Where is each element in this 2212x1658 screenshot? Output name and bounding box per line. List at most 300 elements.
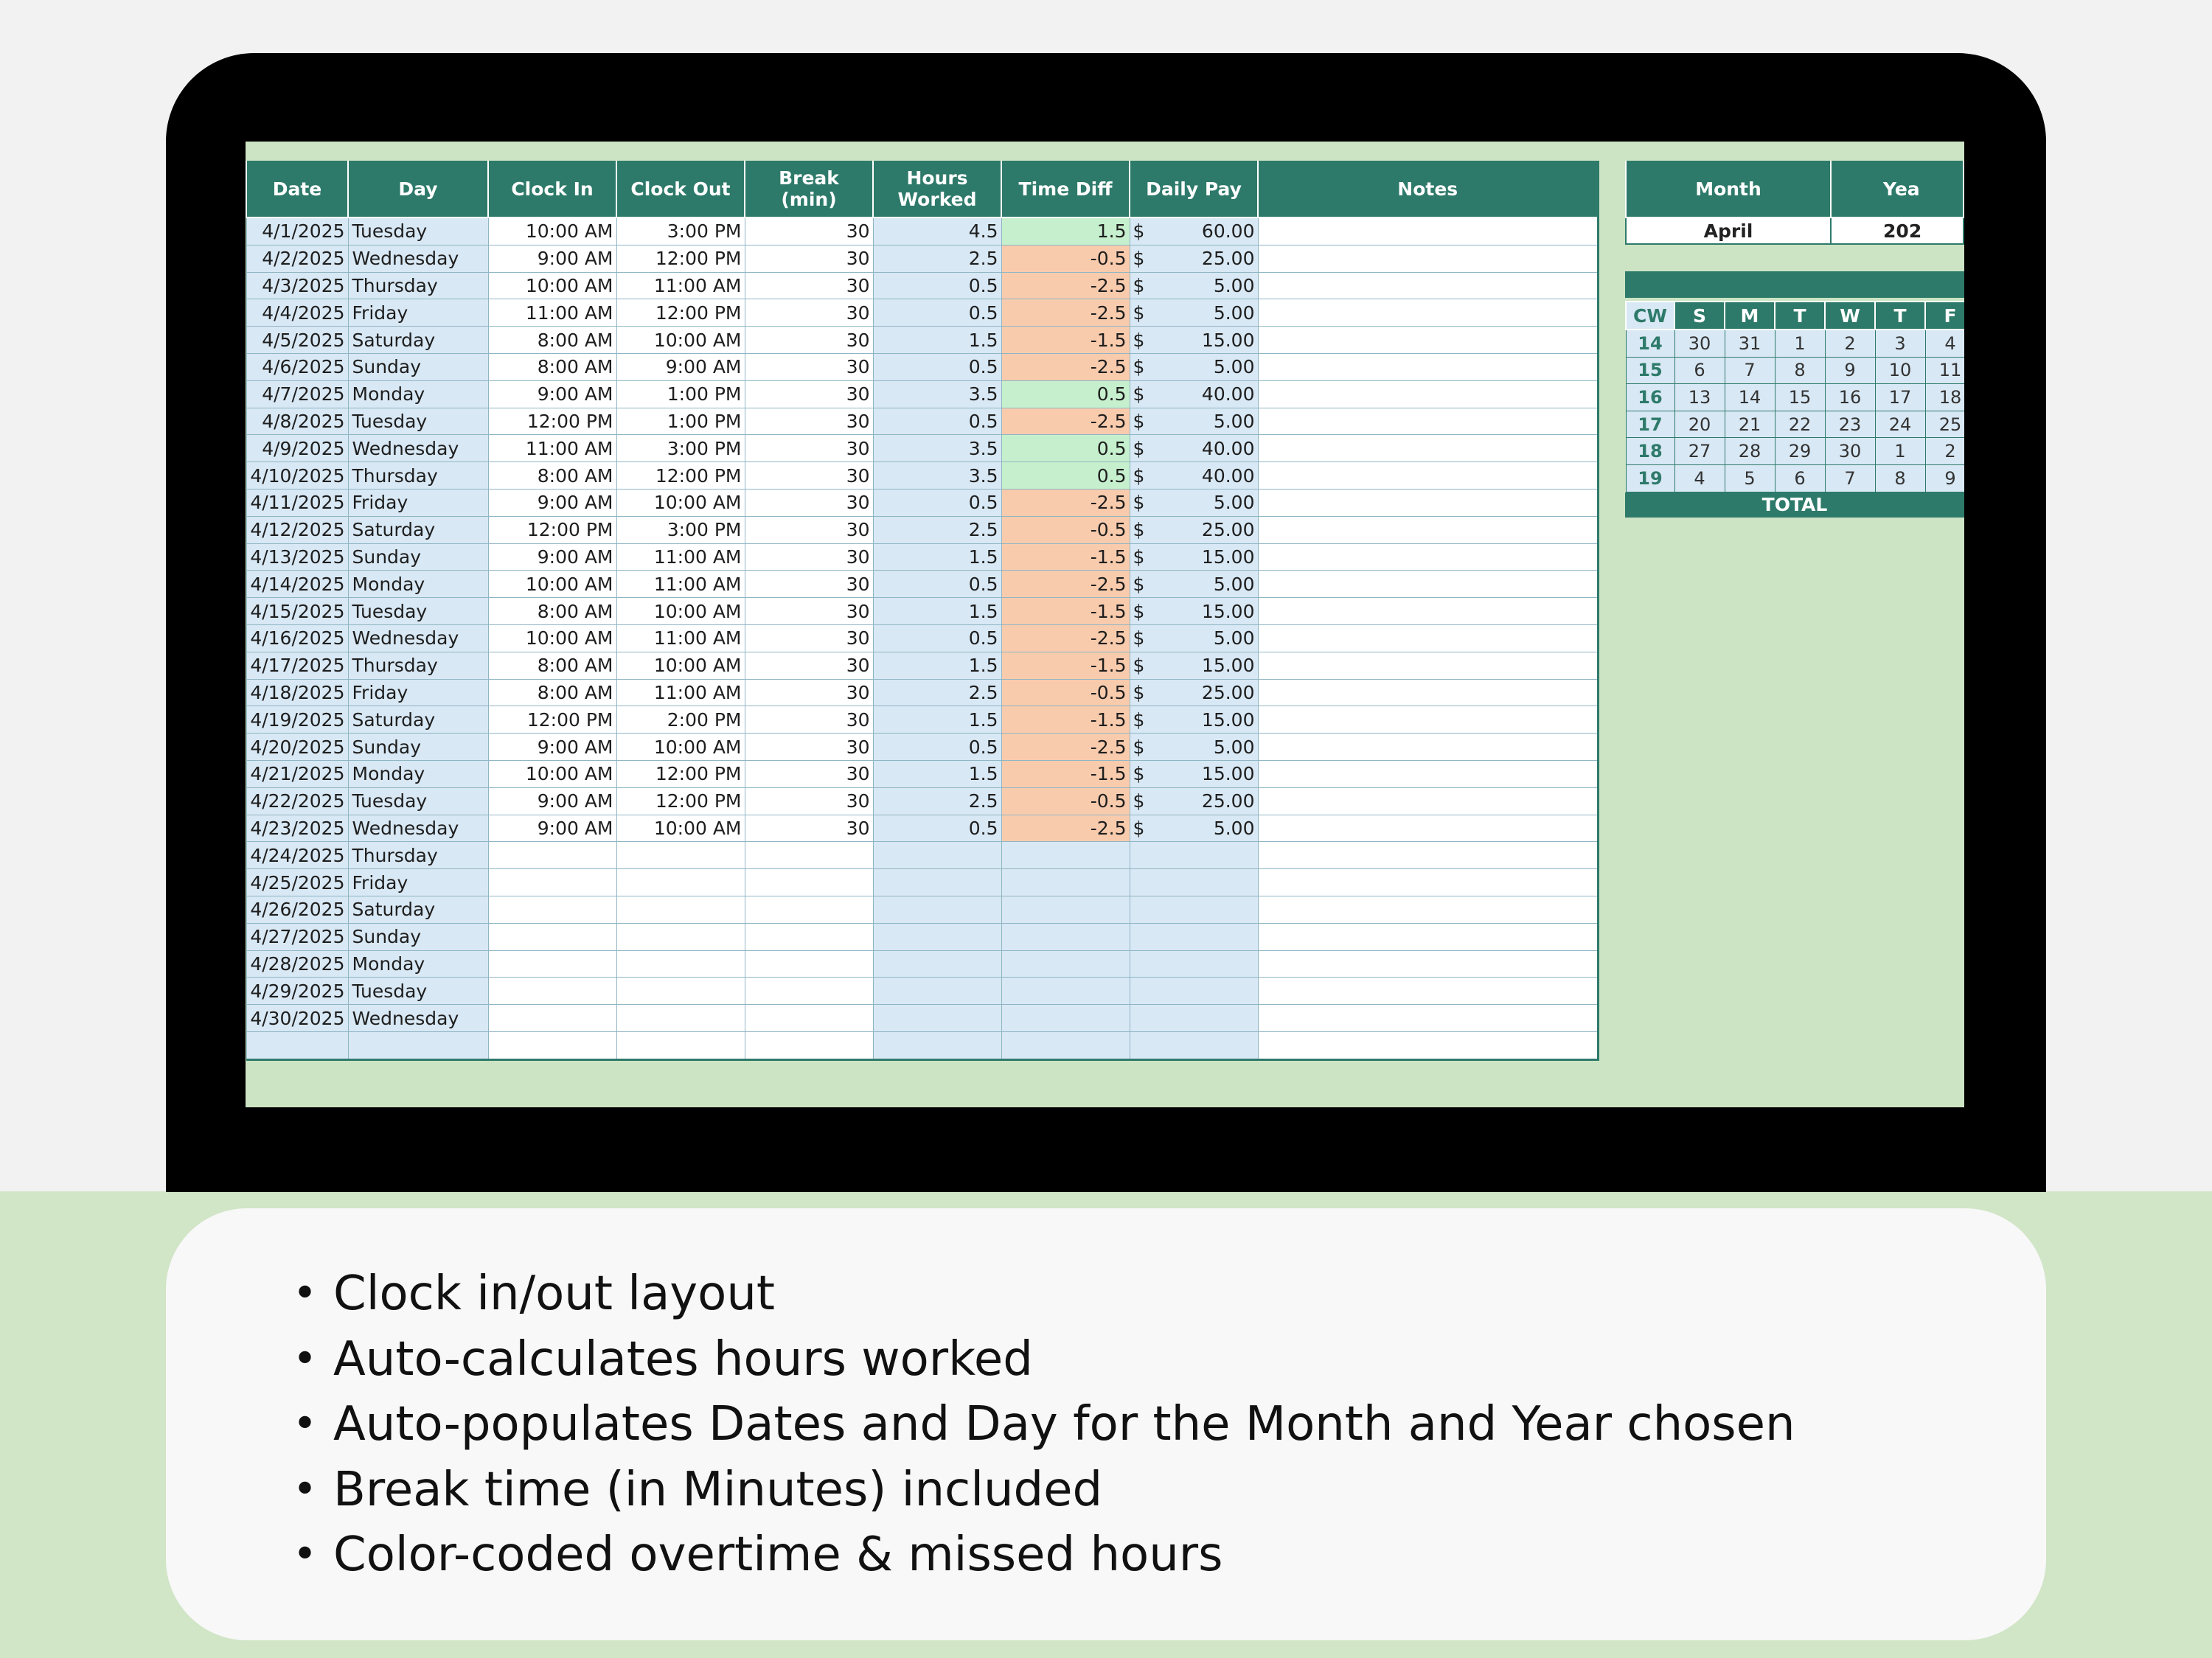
daily-pay-cell[interactable]: [1130, 869, 1258, 896]
day-cell[interactable]: Thursday: [348, 272, 488, 299]
day-cell[interactable]: Saturday: [348, 896, 488, 923]
clock-in-cell[interactable]: 8:00 AM: [488, 679, 616, 706]
daily-pay-cell[interactable]: [1130, 598, 1258, 625]
break-cell[interactable]: [745, 896, 873, 923]
date-cell[interactable]: 4/28/2025: [246, 950, 348, 978]
header-daily-pay[interactable]: Daily Pay: [1130, 161, 1258, 217]
clock-out-cell[interactable]: 11:00 AM: [616, 679, 745, 706]
break-cell[interactable]: 30: [745, 652, 873, 679]
day-cell[interactable]: Friday: [348, 489, 488, 516]
daily-pay-cell[interactable]: [1130, 217, 1258, 245]
calendar-day[interactable]: 16: [1825, 384, 1875, 411]
date-cell[interactable]: 4/18/2025: [246, 679, 348, 706]
hours-worked-cell[interactable]: 0.5: [873, 624, 1001, 652]
hours-worked-cell[interactable]: [873, 896, 1001, 923]
clock-in-cell[interactable]: 11:00 AM: [488, 435, 616, 462]
clock-in-cell[interactable]: [488, 1031, 616, 1059]
time-diff-cell[interactable]: -1.5: [1001, 543, 1130, 571]
date-cell[interactable]: 4/27/2025: [246, 923, 348, 950]
hours-worked-cell[interactable]: 2.5: [873, 516, 1001, 543]
time-diff-cell[interactable]: -2.5: [1001, 571, 1130, 598]
date-cell[interactable]: 4/7/2025: [246, 380, 348, 408]
calendar-day[interactable]: 14: [1725, 384, 1775, 411]
daily-pay-cell[interactable]: [1130, 923, 1258, 950]
header-date[interactable]: Date: [246, 161, 348, 217]
clock-in-cell[interactable]: 8:00 AM: [488, 652, 616, 679]
day-cell[interactable]: Tuesday: [348, 408, 488, 435]
notes-cell[interactable]: [1258, 652, 1598, 679]
day-cell[interactable]: Thursday: [348, 652, 488, 679]
date-cell[interactable]: 4/16/2025: [246, 624, 348, 652]
clock-in-cell[interactable]: 9:00 AM: [488, 489, 616, 516]
clock-out-cell[interactable]: 1:00 PM: [616, 408, 745, 435]
break-cell[interactable]: 30: [745, 543, 873, 571]
calendar-day[interactable]: 23: [1825, 411, 1875, 438]
clock-in-cell[interactable]: 9:00 AM: [488, 815, 616, 842]
clock-out-cell[interactable]: 10:00 AM: [616, 652, 745, 679]
calendar-day[interactable]: 7: [1825, 464, 1875, 492]
calendar-day[interactable]: 25: [1925, 411, 1964, 438]
break-cell[interactable]: 30: [745, 760, 873, 787]
daily-pay-cell[interactable]: [1130, 978, 1258, 1005]
clock-in-cell[interactable]: 8:00 AM: [488, 327, 616, 354]
time-diff-cell[interactable]: -0.5: [1001, 679, 1130, 706]
daily-pay-cell[interactable]: [1130, 706, 1258, 734]
clock-out-cell[interactable]: 10:00 AM: [616, 815, 745, 842]
clock-out-cell[interactable]: [616, 896, 745, 923]
hours-worked-cell[interactable]: 0.5: [873, 734, 1001, 761]
clock-in-cell[interactable]: 8:00 AM: [488, 353, 616, 380]
clock-out-cell[interactable]: 11:00 AM: [616, 272, 745, 299]
time-diff-cell[interactable]: [1001, 842, 1130, 869]
clock-out-cell[interactable]: 12:00 PM: [616, 760, 745, 787]
daily-pay-cell[interactable]: [1130, 760, 1258, 787]
date-cell[interactable]: 4/1/2025: [246, 217, 348, 245]
clock-in-cell[interactable]: 8:00 AM: [488, 462, 616, 490]
calendar-day[interactable]: 29: [1775, 438, 1825, 465]
break-cell[interactable]: 30: [745, 327, 873, 354]
day-cell[interactable]: Tuesday: [348, 598, 488, 625]
date-cell[interactable]: 4/24/2025: [246, 842, 348, 869]
daily-pay-cell[interactable]: [1130, 272, 1258, 299]
day-cell[interactable]: Sunday: [348, 734, 488, 761]
calendar-day[interactable]: 3: [1875, 330, 1925, 357]
break-cell[interactable]: 30: [745, 571, 873, 598]
day-cell[interactable]: Saturday: [348, 327, 488, 354]
calendar-day[interactable]: 28: [1725, 438, 1775, 465]
day-cell[interactable]: Wednesday: [348, 435, 488, 462]
calendar-day[interactable]: 24: [1875, 411, 1925, 438]
break-cell[interactable]: [745, 950, 873, 978]
day-cell[interactable]: Thursday: [348, 842, 488, 869]
time-diff-cell[interactable]: -2.5: [1001, 734, 1130, 761]
daily-pay-cell[interactable]: [1130, 652, 1258, 679]
hours-worked-cell[interactable]: [873, 978, 1001, 1005]
clock-out-cell[interactable]: [616, 1031, 745, 1059]
daily-pay-cell[interactable]: [1130, 380, 1258, 408]
header-notes[interactable]: Notes: [1258, 161, 1598, 217]
day-cell[interactable]: Monday: [348, 950, 488, 978]
notes-cell[interactable]: [1258, 489, 1598, 516]
hours-worked-cell[interactable]: 1.5: [873, 598, 1001, 625]
hours-worked-cell[interactable]: 1.5: [873, 652, 1001, 679]
clock-out-cell[interactable]: [616, 842, 745, 869]
daily-pay-cell[interactable]: [1130, 299, 1258, 327]
break-cell[interactable]: [745, 869, 873, 896]
day-cell[interactable]: [348, 1031, 488, 1059]
hours-worked-cell[interactable]: 3.5: [873, 435, 1001, 462]
time-diff-cell[interactable]: -2.5: [1001, 353, 1130, 380]
clock-in-cell[interactable]: 8:00 AM: [488, 598, 616, 625]
daily-pay-cell[interactable]: [1130, 327, 1258, 354]
notes-cell[interactable]: [1258, 435, 1598, 462]
break-cell[interactable]: [745, 842, 873, 869]
date-cell[interactable]: 4/12/2025: [246, 516, 348, 543]
calendar-day[interactable]: 6: [1775, 464, 1825, 492]
daily-pay-cell[interactable]: [1130, 787, 1258, 815]
clock-in-cell[interactable]: 12:00 PM: [488, 516, 616, 543]
time-diff-cell[interactable]: -1.5: [1001, 706, 1130, 734]
break-cell[interactable]: [745, 1005, 873, 1032]
time-diff-cell[interactable]: [1001, 923, 1130, 950]
clock-out-cell[interactable]: [616, 869, 745, 896]
day-cell[interactable]: Friday: [348, 869, 488, 896]
date-cell[interactable]: 4/4/2025: [246, 299, 348, 327]
date-cell[interactable]: 4/8/2025: [246, 408, 348, 435]
clock-out-cell[interactable]: 10:00 AM: [616, 734, 745, 761]
calendar-day[interactable]: 1: [1775, 330, 1825, 357]
clock-in-cell[interactable]: 10:00 AM: [488, 217, 616, 245]
break-cell[interactable]: 30: [745, 734, 873, 761]
date-cell[interactable]: 4/9/2025: [246, 435, 348, 462]
clock-out-cell[interactable]: 3:00 PM: [616, 435, 745, 462]
header-clock-out[interactable]: Clock Out: [616, 161, 745, 217]
date-cell[interactable]: 4/3/2025: [246, 272, 348, 299]
clock-in-cell[interactable]: 10:00 AM: [488, 571, 616, 598]
break-cell[interactable]: 30: [745, 679, 873, 706]
clock-out-cell[interactable]: 2:00 PM: [616, 706, 745, 734]
daily-pay-cell[interactable]: [1130, 842, 1258, 869]
day-cell[interactable]: Tuesday: [348, 217, 488, 245]
clock-in-cell[interactable]: 9:00 AM: [488, 245, 616, 272]
clock-in-cell[interactable]: 12:00 PM: [488, 706, 616, 734]
hours-worked-cell[interactable]: [873, 950, 1001, 978]
calendar-day[interactable]: 5: [1725, 464, 1775, 492]
day-cell[interactable]: Monday: [348, 571, 488, 598]
clock-in-cell[interactable]: [488, 842, 616, 869]
hours-worked-cell[interactable]: 0.5: [873, 489, 1001, 516]
notes-cell[interactable]: [1258, 760, 1598, 787]
clock-in-cell[interactable]: [488, 950, 616, 978]
notes-cell[interactable]: [1258, 624, 1598, 652]
clock-in-cell[interactable]: [488, 869, 616, 896]
clock-out-cell[interactable]: 3:00 PM: [616, 516, 745, 543]
notes-cell[interactable]: [1258, 598, 1598, 625]
date-cell[interactable]: 4/5/2025: [246, 327, 348, 354]
clock-in-cell[interactable]: [488, 1005, 616, 1032]
date-cell[interactable]: 4/20/2025: [246, 734, 348, 761]
notes-cell[interactable]: [1258, 787, 1598, 815]
daily-pay-cell[interactable]: [1130, 896, 1258, 923]
hours-worked-cell[interactable]: 0.5: [873, 353, 1001, 380]
break-cell[interactable]: 30: [745, 299, 873, 327]
daily-pay-cell[interactable]: [1130, 1005, 1258, 1032]
clock-out-cell[interactable]: 10:00 AM: [616, 489, 745, 516]
header-break[interactable]: Break (min): [745, 161, 873, 217]
notes-cell[interactable]: [1258, 896, 1598, 923]
notes-cell[interactable]: [1258, 299, 1598, 327]
hours-worked-cell[interactable]: [873, 869, 1001, 896]
notes-cell[interactable]: [1258, 923, 1598, 950]
header-clock-in[interactable]: Clock In: [488, 161, 616, 217]
clock-out-cell[interactable]: 11:00 AM: [616, 624, 745, 652]
calendar-day[interactable]: 31: [1725, 330, 1775, 357]
calendar-day[interactable]: 9: [1825, 357, 1875, 384]
time-diff-cell[interactable]: 1.5: [1001, 217, 1130, 245]
clock-out-cell[interactable]: 3:00 PM: [616, 217, 745, 245]
date-cell[interactable]: 4/6/2025: [246, 353, 348, 380]
time-diff-cell[interactable]: -2.5: [1001, 815, 1130, 842]
daily-pay-cell[interactable]: [1130, 571, 1258, 598]
hours-worked-cell[interactable]: 1.5: [873, 543, 1001, 571]
notes-cell[interactable]: [1258, 462, 1598, 490]
daily-pay-cell[interactable]: [1130, 245, 1258, 272]
notes-cell[interactable]: [1258, 272, 1598, 299]
notes-cell[interactable]: [1258, 408, 1598, 435]
clock-in-cell[interactable]: 10:00 AM: [488, 272, 616, 299]
clock-in-cell[interactable]: [488, 896, 616, 923]
date-cell[interactable]: 4/13/2025: [246, 543, 348, 571]
hours-worked-cell[interactable]: 0.5: [873, 815, 1001, 842]
break-cell[interactable]: [745, 1031, 873, 1059]
day-cell[interactable]: Sunday: [348, 543, 488, 571]
daily-pay-cell[interactable]: [1130, 679, 1258, 706]
day-cell[interactable]: Tuesday: [348, 787, 488, 815]
break-cell[interactable]: 30: [745, 217, 873, 245]
time-diff-cell[interactable]: -0.5: [1001, 516, 1130, 543]
calendar-day[interactable]: 7: [1725, 357, 1775, 384]
calendar-day[interactable]: 10: [1875, 357, 1925, 384]
notes-cell[interactable]: [1258, 543, 1598, 571]
hours-worked-cell[interactable]: 0.5: [873, 408, 1001, 435]
calendar-day[interactable]: 1: [1875, 438, 1925, 465]
time-diff-cell[interactable]: 0.5: [1001, 435, 1130, 462]
break-cell[interactable]: 30: [745, 435, 873, 462]
clock-in-cell[interactable]: 11:00 AM: [488, 299, 616, 327]
date-cell[interactable]: 4/19/2025: [246, 706, 348, 734]
break-cell[interactable]: 30: [745, 245, 873, 272]
time-diff-cell[interactable]: -2.5: [1001, 489, 1130, 516]
calendar-day[interactable]: 20: [1674, 411, 1725, 438]
calendar-day[interactable]: 15: [1775, 384, 1825, 411]
break-cell[interactable]: 30: [745, 408, 873, 435]
calendar-day[interactable]: 17: [1875, 384, 1925, 411]
calendar-day[interactable]: 21: [1725, 411, 1775, 438]
notes-cell[interactable]: [1258, 706, 1598, 734]
date-cell[interactable]: 4/10/2025: [246, 462, 348, 490]
clock-in-cell[interactable]: [488, 978, 616, 1005]
clock-out-cell[interactable]: [616, 950, 745, 978]
clock-out-cell[interactable]: 12:00 PM: [616, 299, 745, 327]
daily-pay-cell[interactable]: [1130, 435, 1258, 462]
date-cell[interactable]: 4/29/2025: [246, 978, 348, 1005]
notes-cell[interactable]: [1258, 1031, 1598, 1059]
day-cell[interactable]: Wednesday: [348, 1005, 488, 1032]
break-cell[interactable]: [745, 978, 873, 1005]
daily-pay-cell[interactable]: [1130, 734, 1258, 761]
calendar-day[interactable]: 6: [1674, 357, 1725, 384]
clock-out-cell[interactable]: 9:00 AM: [616, 353, 745, 380]
time-diff-cell[interactable]: 0.5: [1001, 462, 1130, 490]
calendar-day[interactable]: 8: [1775, 357, 1825, 384]
day-cell[interactable]: Monday: [348, 760, 488, 787]
time-diff-cell[interactable]: [1001, 950, 1130, 978]
calendar-day[interactable]: 4: [1925, 330, 1964, 357]
notes-cell[interactable]: [1258, 571, 1598, 598]
date-cell[interactable]: 4/23/2025: [246, 815, 348, 842]
hours-worked-cell[interactable]: 3.5: [873, 462, 1001, 490]
calendar-day[interactable]: 22: [1775, 411, 1825, 438]
header-time-diff[interactable]: Time Diff: [1001, 161, 1130, 217]
calendar-day[interactable]: 8: [1875, 464, 1925, 492]
date-cell[interactable]: 4/17/2025: [246, 652, 348, 679]
notes-cell[interactable]: [1258, 217, 1598, 245]
break-cell[interactable]: 30: [745, 353, 873, 380]
notes-cell[interactable]: [1258, 1005, 1598, 1032]
clock-out-cell[interactable]: 11:00 AM: [616, 543, 745, 571]
break-cell[interactable]: 30: [745, 516, 873, 543]
time-diff-cell[interactable]: -2.5: [1001, 408, 1130, 435]
clock-in-cell[interactable]: 9:00 AM: [488, 787, 616, 815]
header-hours-worked[interactable]: Hours Worked: [873, 161, 1001, 217]
clock-out-cell[interactable]: 11:00 AM: [616, 571, 745, 598]
clock-out-cell[interactable]: [616, 1005, 745, 1032]
time-diff-cell[interactable]: [1001, 1031, 1130, 1059]
hours-worked-cell[interactable]: 2.5: [873, 679, 1001, 706]
day-cell[interactable]: Saturday: [348, 516, 488, 543]
time-diff-cell[interactable]: -2.5: [1001, 272, 1130, 299]
break-cell[interactable]: 30: [745, 787, 873, 815]
date-cell[interactable]: 4/14/2025: [246, 571, 348, 598]
calendar-day[interactable]: 27: [1674, 438, 1725, 465]
year-select[interactable]: 202: [1831, 217, 1964, 244]
calendar-day[interactable]: 2: [1925, 438, 1964, 465]
clock-in-cell[interactable]: 9:00 AM: [488, 734, 616, 761]
clock-in-cell[interactable]: 10:00 AM: [488, 760, 616, 787]
break-cell[interactable]: 30: [745, 815, 873, 842]
notes-cell[interactable]: [1258, 353, 1598, 380]
date-cell[interactable]: 4/21/2025: [246, 760, 348, 787]
day-cell[interactable]: Friday: [348, 679, 488, 706]
daily-pay-cell[interactable]: [1130, 408, 1258, 435]
time-diff-cell[interactable]: -1.5: [1001, 760, 1130, 787]
time-diff-cell[interactable]: -1.5: [1001, 652, 1130, 679]
daily-pay-cell[interactable]: [1130, 950, 1258, 978]
clock-in-cell[interactable]: 12:00 PM: [488, 408, 616, 435]
break-cell[interactable]: [745, 923, 873, 950]
daily-pay-cell[interactable]: [1130, 353, 1258, 380]
date-cell[interactable]: 4/30/2025: [246, 1005, 348, 1032]
hours-worked-cell[interactable]: 2.5: [873, 787, 1001, 815]
break-cell[interactable]: 30: [745, 380, 873, 408]
daily-pay-cell[interactable]: [1130, 815, 1258, 842]
clock-out-cell[interactable]: 12:00 PM: [616, 462, 745, 490]
notes-cell[interactable]: [1258, 978, 1598, 1005]
day-cell[interactable]: Thursday: [348, 462, 488, 490]
day-cell[interactable]: Sunday: [348, 923, 488, 950]
daily-pay-cell[interactable]: [1130, 462, 1258, 490]
time-diff-cell[interactable]: [1001, 978, 1130, 1005]
clock-out-cell[interactable]: 10:00 AM: [616, 598, 745, 625]
notes-cell[interactable]: [1258, 869, 1598, 896]
hours-worked-cell[interactable]: [873, 842, 1001, 869]
time-diff-cell[interactable]: -2.5: [1001, 624, 1130, 652]
hours-worked-cell[interactable]: 3.5: [873, 380, 1001, 408]
notes-cell[interactable]: [1258, 842, 1598, 869]
daily-pay-cell[interactable]: [1130, 489, 1258, 516]
daily-pay-cell[interactable]: [1130, 543, 1258, 571]
time-diff-cell[interactable]: -0.5: [1001, 787, 1130, 815]
notes-cell[interactable]: [1258, 734, 1598, 761]
calendar-day[interactable]: 18: [1925, 384, 1964, 411]
clock-out-cell[interactable]: 12:00 PM: [616, 787, 745, 815]
hours-worked-cell[interactable]: 2.5: [873, 245, 1001, 272]
clock-in-cell[interactable]: 10:00 AM: [488, 624, 616, 652]
clock-in-cell[interactable]: [488, 923, 616, 950]
break-cell[interactable]: 30: [745, 489, 873, 516]
calendar-day[interactable]: 2: [1825, 330, 1875, 357]
notes-cell[interactable]: [1258, 815, 1598, 842]
calendar-day[interactable]: 4: [1674, 464, 1725, 492]
break-cell[interactable]: 30: [745, 598, 873, 625]
hours-worked-cell[interactable]: 1.5: [873, 706, 1001, 734]
calendar-day[interactable]: 9: [1925, 464, 1964, 492]
date-cell[interactable]: 4/11/2025: [246, 489, 348, 516]
clock-out-cell[interactable]: [616, 923, 745, 950]
hours-worked-cell[interactable]: 0.5: [873, 299, 1001, 327]
hours-worked-cell[interactable]: [873, 1005, 1001, 1032]
time-diff-cell[interactable]: -2.5: [1001, 299, 1130, 327]
clock-in-cell[interactable]: 9:00 AM: [488, 543, 616, 571]
clock-out-cell[interactable]: 12:00 PM: [616, 245, 745, 272]
notes-cell[interactable]: [1258, 327, 1598, 354]
hours-worked-cell[interactable]: 1.5: [873, 327, 1001, 354]
day-cell[interactable]: Tuesday: [348, 978, 488, 1005]
hours-worked-cell[interactable]: 4.5: [873, 217, 1001, 245]
calendar-day[interactable]: 11: [1925, 357, 1964, 384]
time-diff-cell[interactable]: -0.5: [1001, 245, 1130, 272]
hours-worked-cell[interactable]: 0.5: [873, 571, 1001, 598]
hours-worked-cell[interactable]: 1.5: [873, 760, 1001, 787]
calendar-day[interactable]: 30: [1825, 438, 1875, 465]
time-diff-cell[interactable]: [1001, 1005, 1130, 1032]
clock-out-cell[interactable]: [616, 978, 745, 1005]
header-day[interactable]: Day: [348, 161, 488, 217]
break-cell[interactable]: 30: [745, 272, 873, 299]
time-diff-cell[interactable]: 0.5: [1001, 380, 1130, 408]
day-cell[interactable]: Sunday: [348, 353, 488, 380]
date-cell[interactable]: 4/15/2025: [246, 598, 348, 625]
break-cell[interactable]: 30: [745, 706, 873, 734]
day-cell[interactable]: Wednesday: [348, 624, 488, 652]
day-cell[interactable]: Friday: [348, 299, 488, 327]
daily-pay-cell[interactable]: [1130, 516, 1258, 543]
day-cell[interactable]: Saturday: [348, 706, 488, 734]
hours-worked-cell[interactable]: [873, 1031, 1001, 1059]
time-diff-cell[interactable]: -1.5: [1001, 598, 1130, 625]
time-diff-cell[interactable]: [1001, 896, 1130, 923]
clock-out-cell[interactable]: 1:00 PM: [616, 380, 745, 408]
